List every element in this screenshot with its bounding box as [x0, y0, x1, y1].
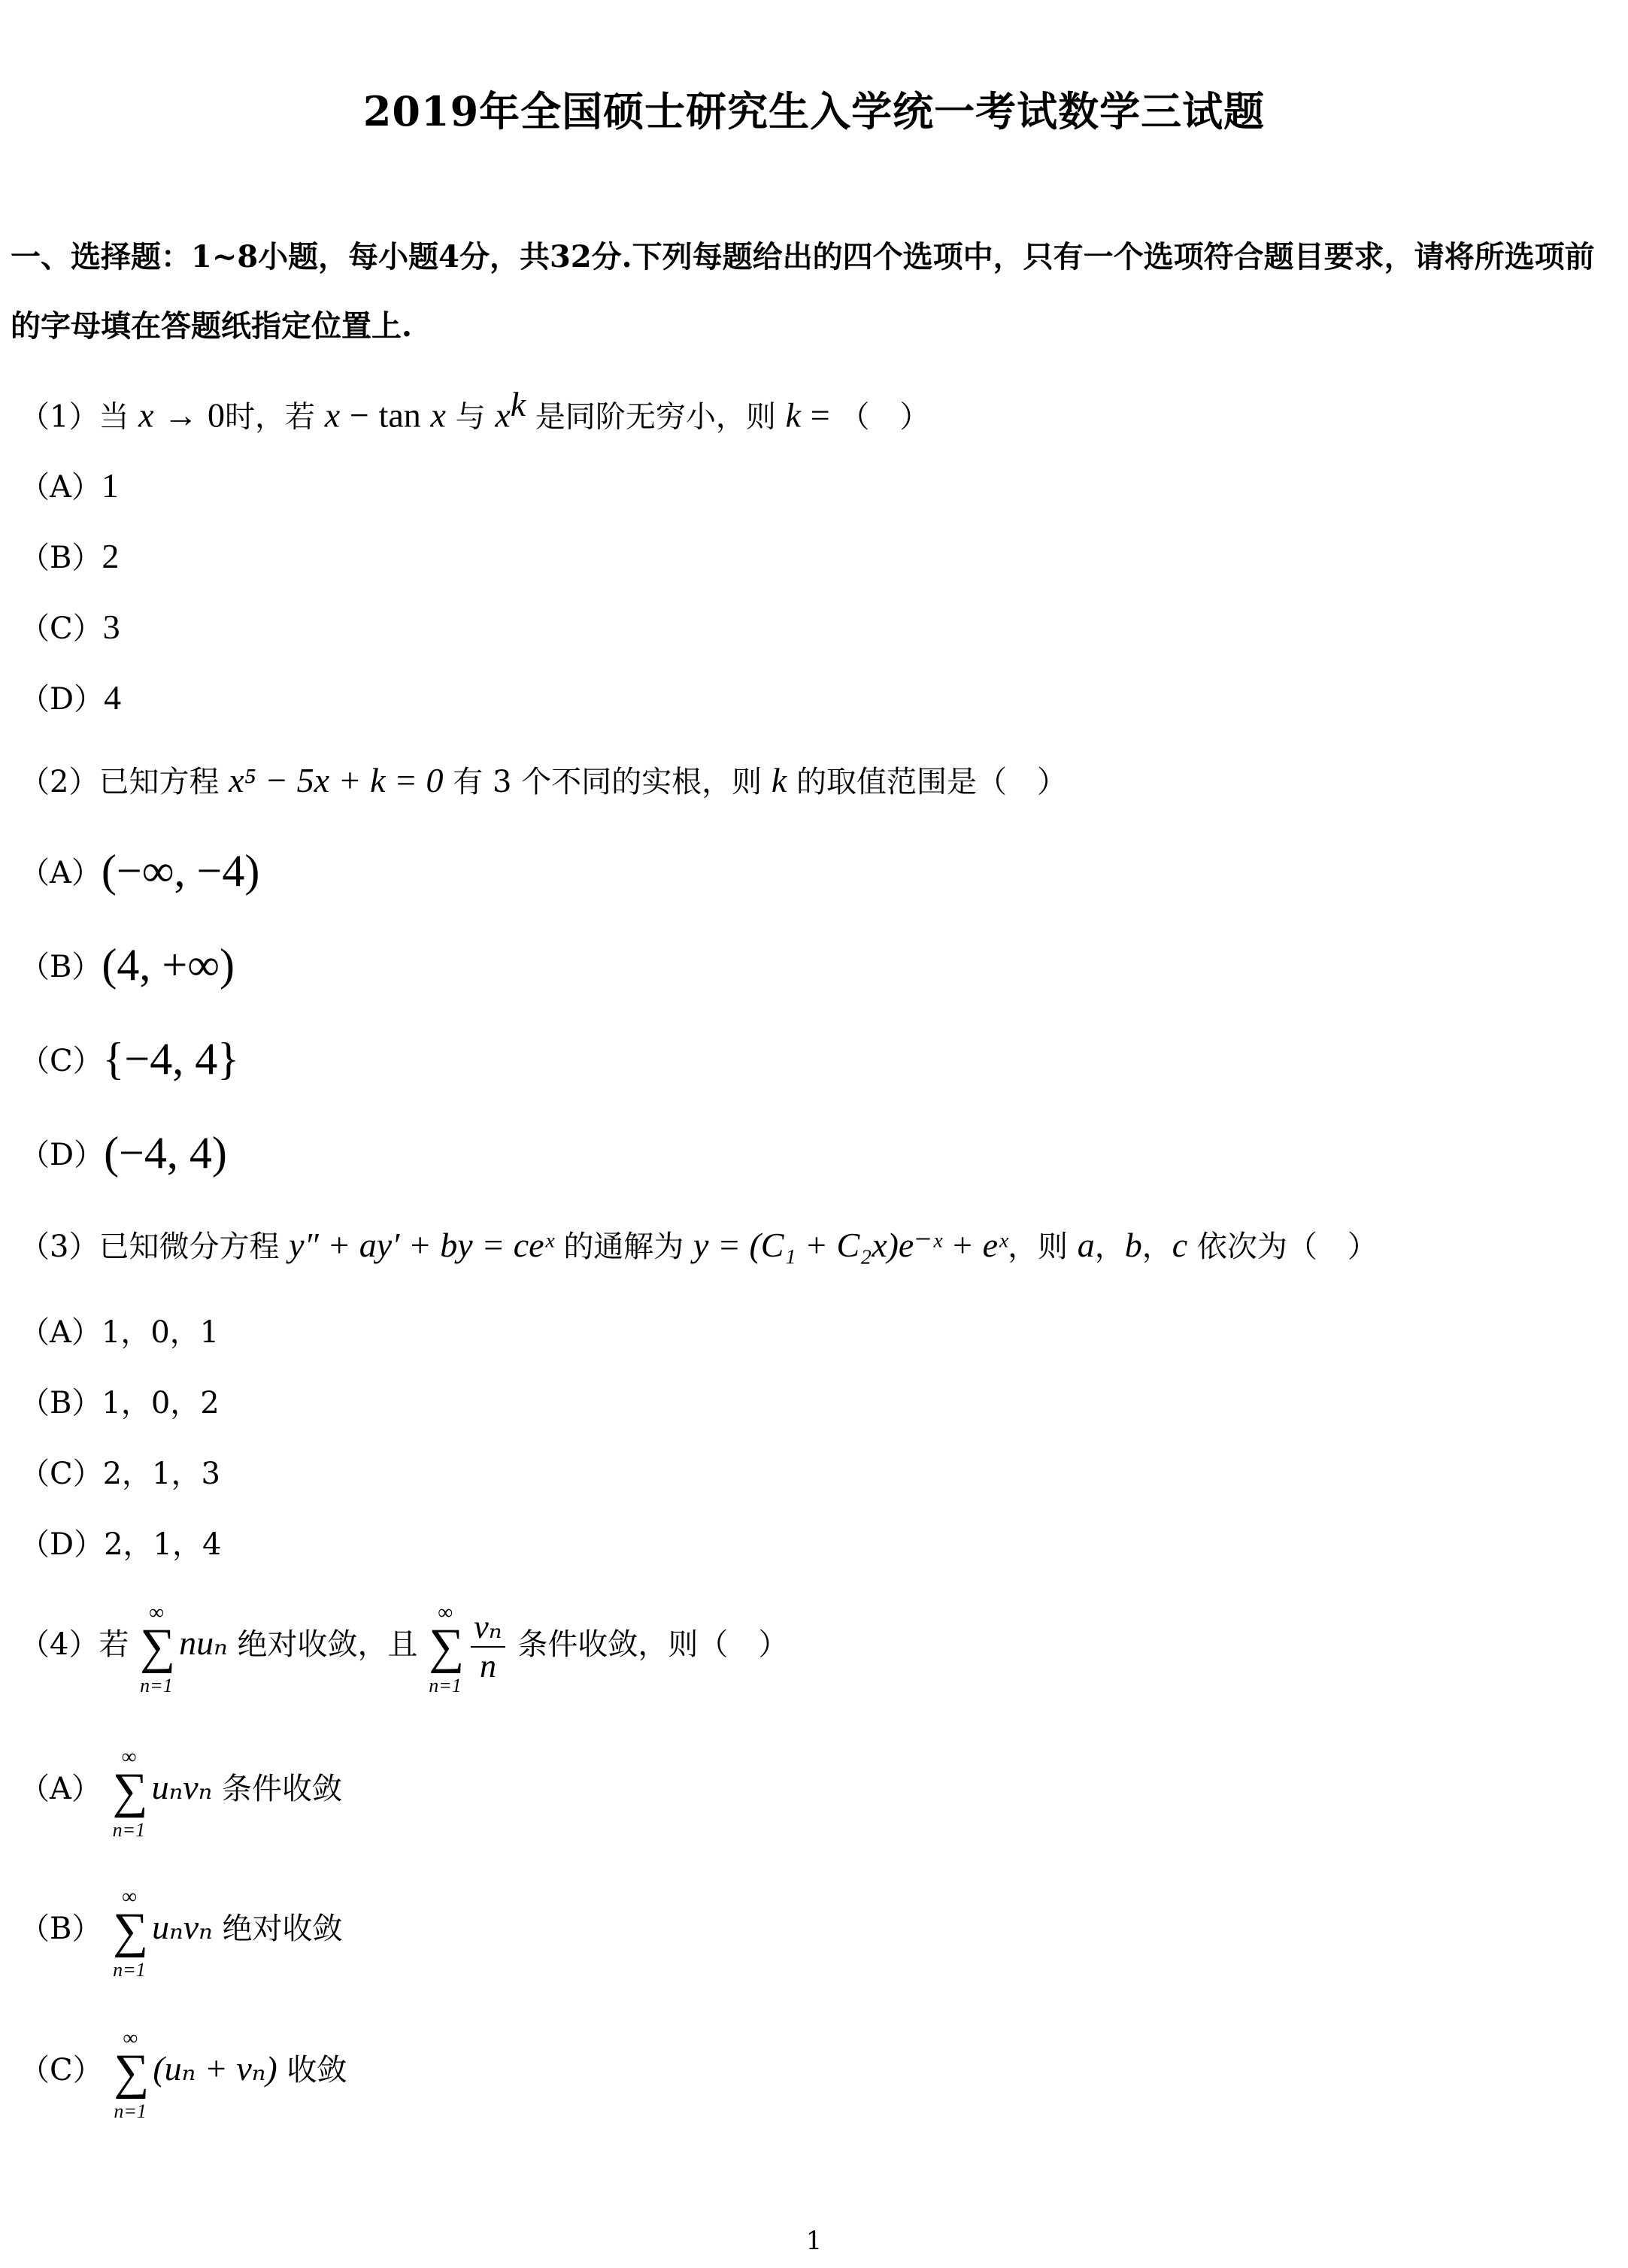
math-term: (uₙ + vₙ) — [153, 2049, 277, 2088]
option-text: 3 — [102, 608, 120, 646]
q2-option-b — [20, 942, 235, 990]
option-label: （B） — [20, 950, 102, 984]
math-term: nuₙ — [179, 1624, 228, 1662]
math-var: a — [1077, 1226, 1095, 1264]
option-text: 1，0，2 — [102, 1386, 220, 1421]
summation-symbol — [427, 1601, 468, 1696]
option-text: (−∞, −4) — [101, 846, 260, 896]
option-text: (4, +∞) — [102, 940, 235, 990]
question-4-text: 绝对收敛，且 — [237, 1627, 418, 1662]
q1-option-a — [20, 463, 119, 510]
option-text: 绝对收敛 — [222, 1912, 343, 1946]
option-label: （A） — [20, 856, 102, 890]
question-3-number: （3） — [20, 1230, 99, 1264]
option-text: {−4, 4} — [102, 1034, 240, 1084]
option-text: 条件收敛 — [222, 1772, 343, 1806]
q2-option-a — [20, 848, 259, 896]
fraction — [471, 1609, 505, 1685]
question-1-number: （1） — [20, 399, 99, 435]
question-3-text: 已知微分方程 — [99, 1230, 280, 1264]
q2-option-d — [20, 1130, 227, 1178]
math-const: 0 — [208, 396, 226, 435]
sum-lower-limit: n=1 — [113, 1959, 146, 1981]
option-text: 1，0，1 — [101, 1315, 220, 1350]
question-1-text: 与 — [455, 399, 486, 435]
option-text: (−4, 4) — [104, 1128, 227, 1178]
q4-option-b — [20, 1885, 343, 1981]
option-label: （B） — [20, 1386, 102, 1421]
math-var: k — [771, 761, 787, 799]
separator: ， — [1094, 1230, 1125, 1264]
math-var: b — [1124, 1226, 1142, 1264]
option-label: （A） — [20, 1772, 102, 1806]
math-var: x — [138, 396, 154, 435]
summation-symbol — [111, 1885, 152, 1981]
math-term: uₙvₙ — [151, 1768, 213, 1806]
math-var: x — [324, 396, 341, 435]
option-label: （D） — [20, 1527, 105, 1562]
q2-option-c — [20, 1036, 239, 1084]
option-text: 收敛 — [286, 2053, 347, 2088]
fraction-numerator: vₙ — [471, 1609, 505, 1648]
math-var: x — [430, 396, 446, 435]
q4-option-a — [20, 1745, 343, 1841]
section-instructions-line1: 一、选择题：1~8小题，每小题4分，共32分.下列每题给出的四个选项中，只有一个选项符合题目要求，请将所选项前 — [11, 239, 1595, 274]
option-label: （B） — [20, 541, 102, 575]
sigma-glyph: ∑ — [140, 1619, 176, 1674]
page-number: 1 — [805, 2226, 823, 2256]
question-3-text: ，则 — [1008, 1230, 1069, 1264]
option-label: （D） — [20, 682, 105, 717]
summation-symbol — [112, 2027, 153, 2122]
fraction-denominator: n — [479, 1648, 496, 1684]
question-2-number: （2） — [20, 765, 99, 799]
q1-option-d — [20, 675, 121, 722]
option-label: （D） — [20, 1138, 105, 1172]
sum-lower-limit: n=1 — [429, 1675, 462, 1696]
question-2 — [20, 758, 1067, 805]
sigma-glyph: ∑ — [114, 2045, 150, 2100]
separator: ， — [1141, 1230, 1172, 1264]
math-equation: y″ + ay′ + by = ceˣ — [289, 1226, 554, 1264]
math-var: c — [1172, 1226, 1188, 1264]
sum-upper-limit: ∞ — [122, 1885, 138, 1909]
sum-upper-limit: ∞ — [149, 1601, 165, 1624]
section-instructions-line2: 的字母填在答题纸指定位置上. — [11, 308, 412, 344]
math-var: x — [495, 396, 511, 435]
question-4-number: （4） — [20, 1627, 99, 1662]
sum-lower-limit: n=1 — [112, 1819, 146, 1841]
option-text: 1 — [101, 466, 119, 505]
math-equation: x⁵ − 5x + k = 0 — [229, 761, 444, 799]
question-4-text: 若 — [99, 1627, 129, 1662]
option-label: （C） — [20, 611, 103, 646]
option-label: （C） — [20, 1044, 103, 1078]
question-4-text: 条件收敛，则（ ） — [517, 1627, 789, 1662]
sum-upper-limit: ∞ — [123, 2027, 138, 2050]
sum-lower-limit: n=1 — [140, 1675, 173, 1696]
option-label: （A） — [20, 470, 102, 505]
sigma-glyph: ∑ — [113, 1903, 149, 1958]
option-text: 2，1，4 — [104, 1527, 222, 1562]
math-func: tan — [378, 396, 421, 435]
question-1-text: 当 — [99, 399, 129, 435]
q3-option-d — [20, 1522, 221, 1567]
question-1-text: 时，若 — [225, 399, 316, 435]
q4-option-c — [20, 2027, 347, 2122]
answer-blank: （ ） — [839, 399, 930, 435]
question-1 — [20, 382, 929, 439]
option-text: 2 — [102, 537, 120, 575]
math-term: uₙvₙ — [152, 1908, 213, 1946]
math-op: = — [810, 396, 830, 435]
question-2-text: 有 3 个不同的实根，则 — [453, 765, 762, 799]
math-op: − — [349, 396, 369, 435]
question-1-text: 是同阶无穷小，则 — [535, 399, 776, 435]
option-text: 2，1，3 — [102, 1457, 220, 1491]
math-equation: y = (C₁ + C₂x)e⁻ˣ + eˣ — [693, 1226, 1008, 1264]
summation-symbol — [138, 1601, 179, 1696]
option-label: （B） — [20, 1912, 102, 1946]
page-title: 2019年全国硕士研究生入学统一考试数学三试题 — [362, 87, 1266, 135]
option-text: 4 — [104, 678, 122, 717]
question-4 — [20, 1601, 789, 1696]
math-var: k — [785, 396, 802, 435]
option-label: （C） — [20, 1457, 103, 1491]
question-3 — [20, 1223, 1378, 1269]
q3-option-b — [20, 1381, 220, 1426]
sum-lower-limit: n=1 — [114, 2100, 147, 2122]
summation-symbol — [111, 1745, 152, 1841]
option-label: （A） — [20, 1315, 102, 1350]
sum-upper-limit: ∞ — [121, 1745, 137, 1769]
sum-upper-limit: ∞ — [438, 1601, 453, 1624]
q1-option-c — [20, 605, 120, 651]
q1-option-b — [20, 534, 119, 581]
question-2-text: 已知方程 — [99, 765, 220, 799]
question-3-text: 依次为（ ） — [1196, 1230, 1378, 1264]
question-3-text: 的通解为 — [563, 1230, 684, 1264]
arrow-symbol: → — [163, 396, 199, 435]
math-exponent: k — [510, 385, 526, 423]
sigma-glyph: ∑ — [112, 1763, 148, 1818]
section-instructions — [11, 223, 1616, 361]
question-2-text: 的取值范围是（ ） — [796, 765, 1068, 799]
sigma-glyph: ∑ — [429, 1619, 465, 1674]
q3-option-c — [20, 1451, 220, 1496]
option-label: （C） — [20, 2053, 103, 2088]
q3-option-a — [20, 1310, 219, 1355]
